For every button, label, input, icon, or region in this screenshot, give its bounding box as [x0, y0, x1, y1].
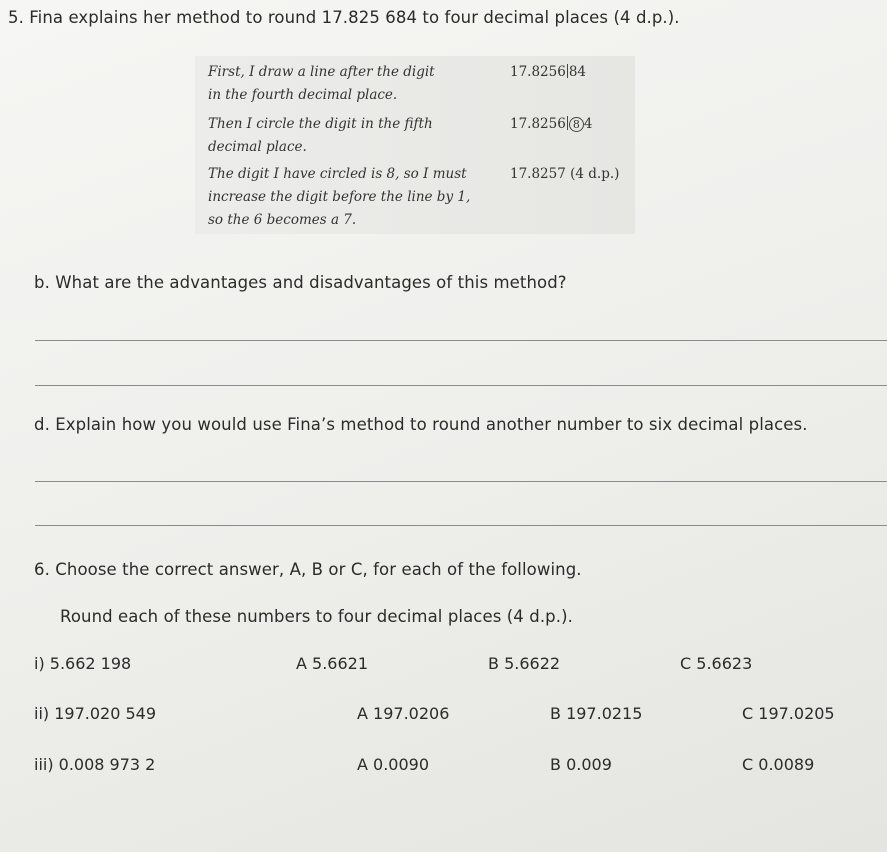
item-i-option-c[interactable]: C 5.6623: [680, 654, 753, 673]
item-ii-option-c[interactable]: C 197.0205: [742, 704, 835, 723]
item-iii-option-a[interactable]: A 0.0090: [357, 755, 430, 774]
division-line: [567, 64, 568, 78]
question-5d: d. Explain how you would use Fina’s method to round another number to six decimal places.: [34, 415, 808, 434]
item-i-option-a[interactable]: A 5.6621: [296, 654, 369, 673]
item-i-label: i) 5.662 198: [34, 654, 132, 673]
question-6-title: 6. Choose the correct answer, A, B or C, for each of the following.: [34, 560, 582, 579]
step-3-line-1: The digit I have circled is 8, so I must: [208, 166, 467, 182]
step-1-result-pre: 17.8256: [510, 64, 566, 80]
step-3-line-3: so the 6 becomes a 7.: [208, 212, 357, 228]
step-2-result: [510, 116, 592, 132]
answer-line-b1[interactable]: [35, 340, 887, 341]
item-iii-option-b[interactable]: B 0.009: [550, 755, 612, 774]
item-ii-option-a[interactable]: A 197.0206: [357, 704, 450, 723]
step-1-line-1: First, I draw a line after the digit: [208, 64, 435, 80]
item-ii-label: ii) 197.020 549: [34, 704, 157, 723]
question-5b: b. What are the advantages and disadvantages of this method?: [34, 273, 567, 292]
division-line: [567, 116, 568, 130]
question-5-title: 5. Fina explains her method to round 17.825 684 to four decimal places (4 d.p.).: [8, 8, 680, 27]
circled-digit: 8: [569, 117, 584, 132]
step-2-line-2: decimal place.: [208, 139, 307, 155]
answer-line-d2[interactable]: [35, 525, 887, 526]
item-i-option-b[interactable]: B 5.6622: [488, 654, 561, 673]
item-ii-option-b[interactable]: B 197.0215: [550, 704, 643, 723]
step-2-line-1: Then I circle the digit in the fifth: [208, 116, 433, 132]
step-1-result: [510, 64, 586, 80]
step-2-result-post: 4: [583, 116, 593, 132]
step-3-line-2: increase the digit before the line by 1,: [208, 189, 471, 205]
question-6-instruction: Round each of these numbers to four decimal places (4 d.p.).: [60, 607, 573, 626]
step-2-result-pre: 17.8256: [510, 116, 566, 132]
item-iii-option-c[interactable]: C 0.0089: [742, 755, 815, 774]
item-iii-label: iii) 0.008 973 2: [34, 755, 156, 774]
answer-line-d1[interactable]: [35, 481, 887, 482]
step-1-result-post: 84: [568, 64, 587, 80]
answer-line-b2[interactable]: [35, 385, 887, 386]
step-3-result: 17.8257 (4 d.p.): [510, 166, 620, 182]
step-1-line-2: in the fourth decimal place.: [208, 87, 398, 103]
